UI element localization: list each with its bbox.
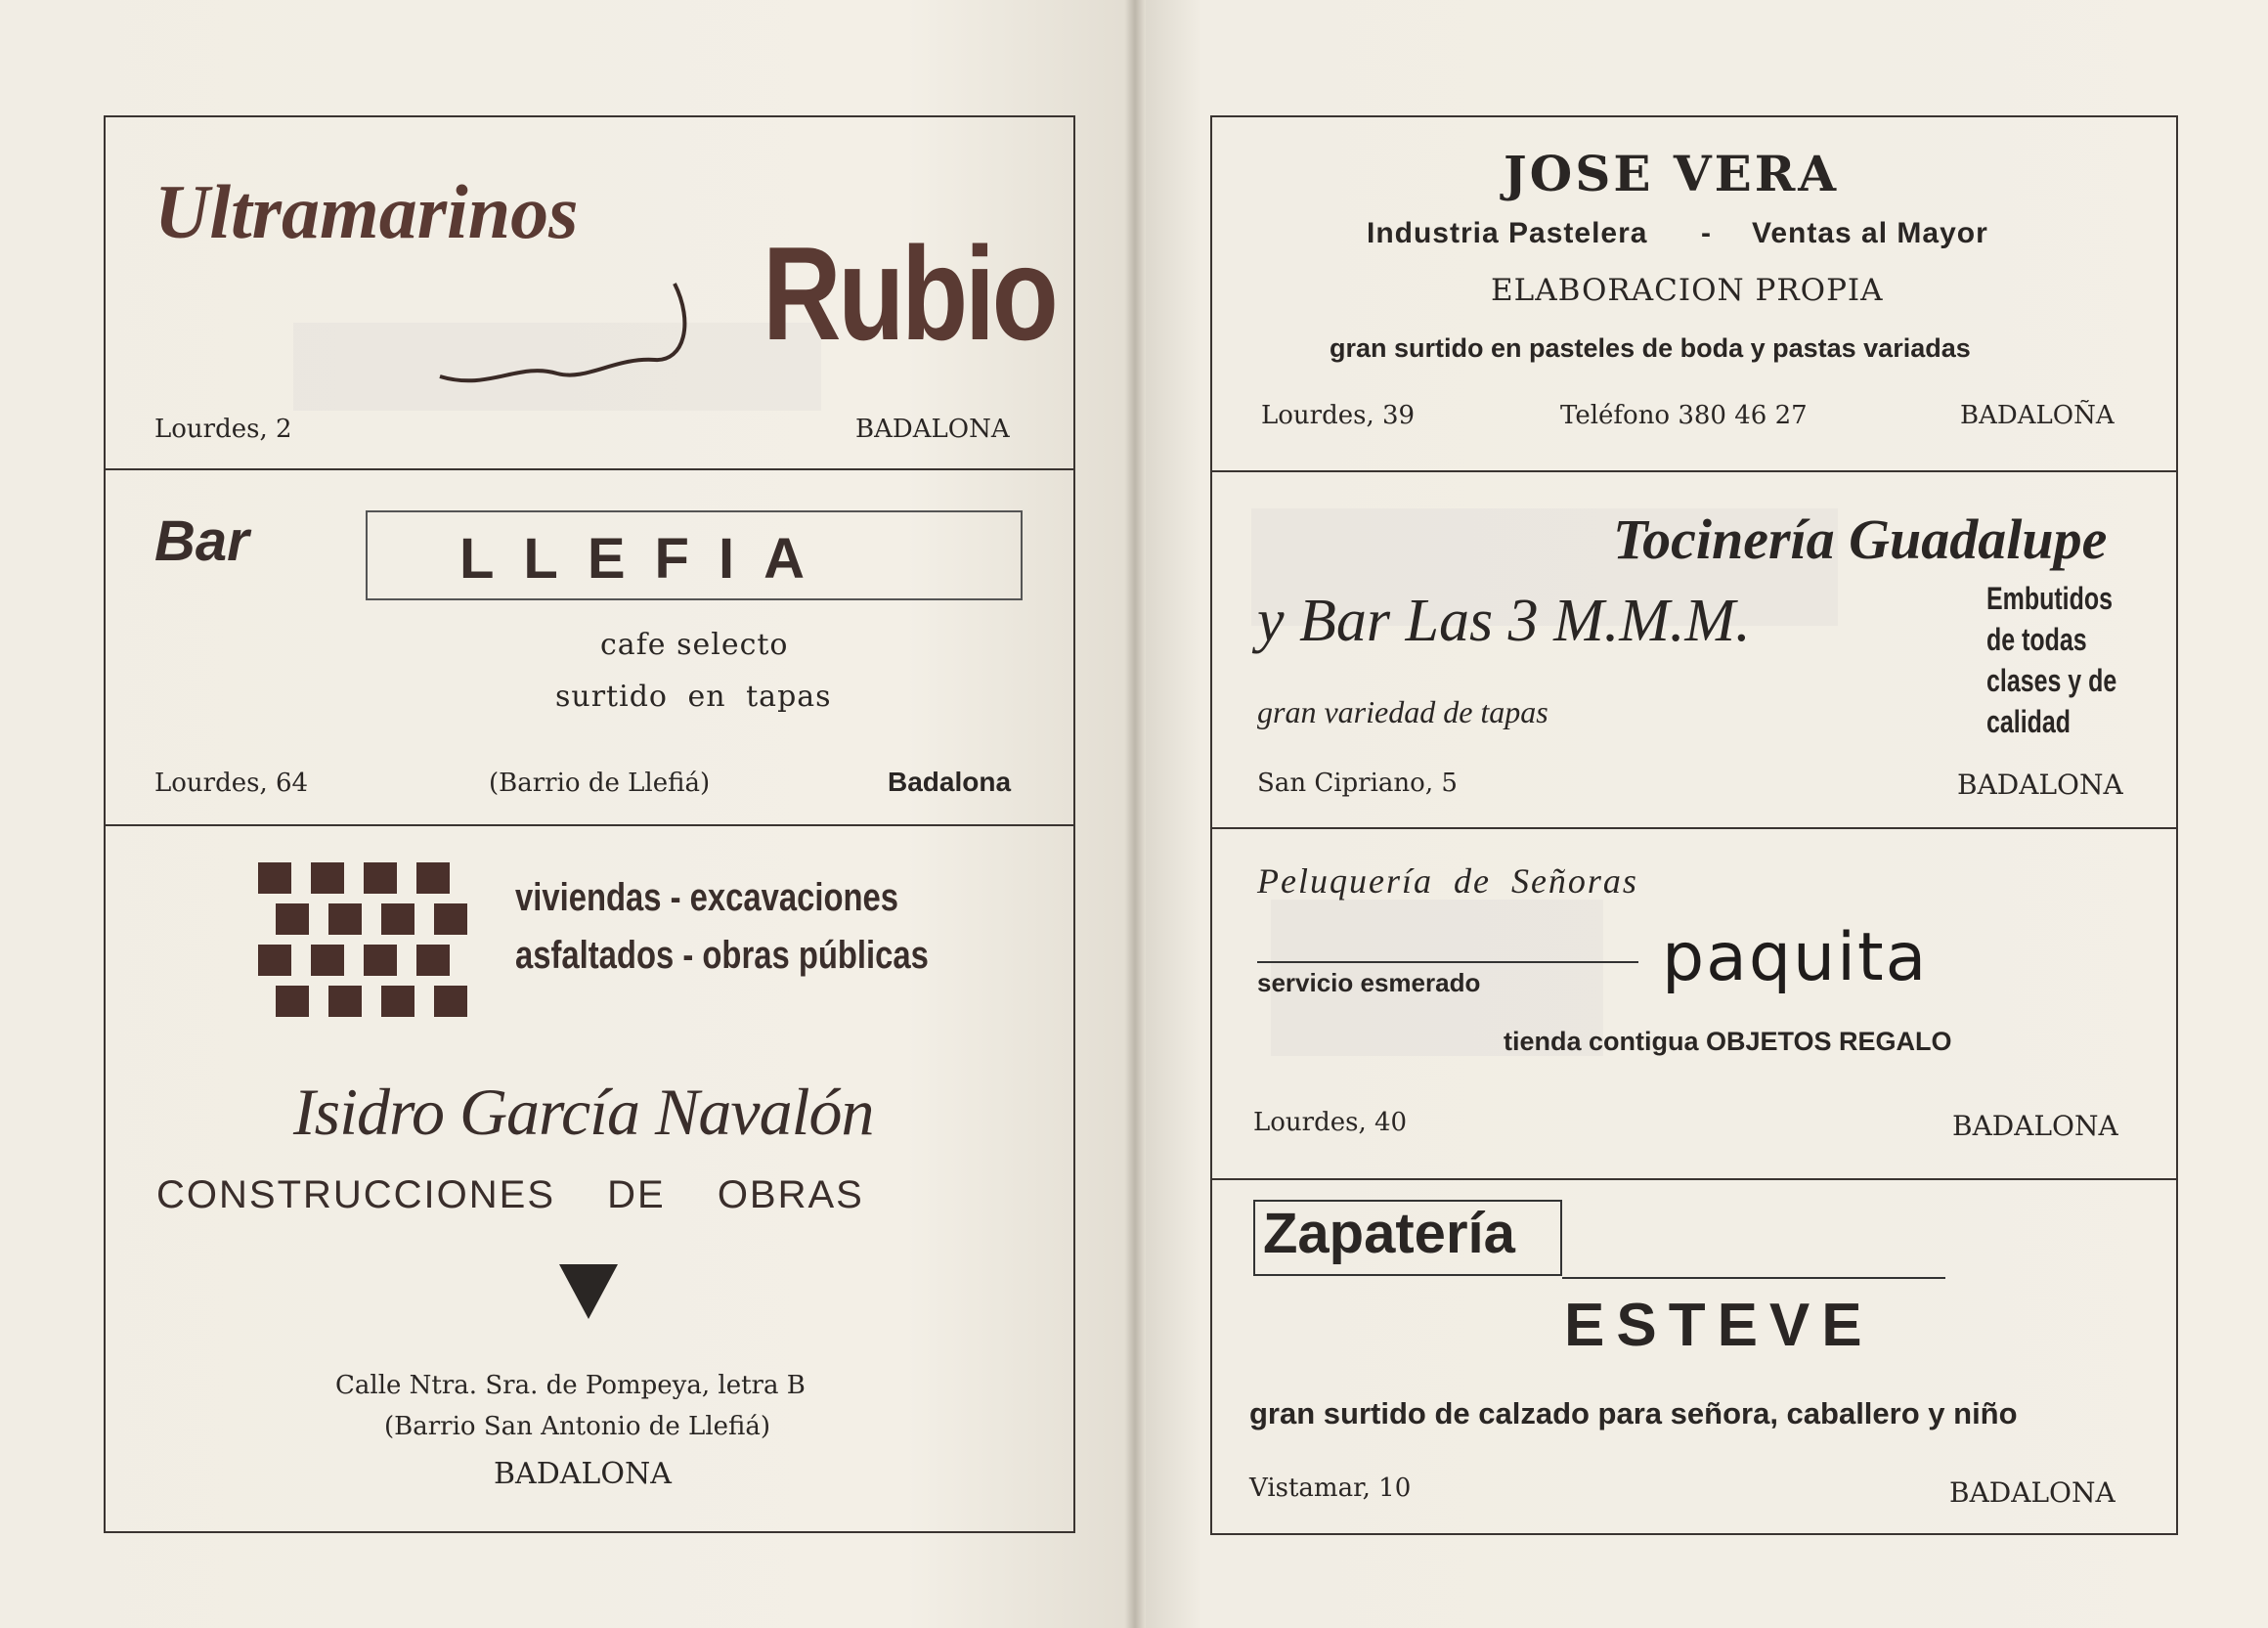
swash-ornament xyxy=(430,264,723,401)
ad-description: gran surtido de calzado para señora, caballero y niño xyxy=(1249,1396,2018,1430)
divider xyxy=(1210,470,2178,472)
ad-line2: surtido en tapas xyxy=(555,680,832,714)
ad-script-title: Ultramarinos xyxy=(154,169,579,254)
ad-address: Lourdes, 40 xyxy=(1253,1108,1408,1137)
rule-line xyxy=(1257,961,1638,963)
ad-name: Isidro García Navalón xyxy=(293,1075,874,1149)
ad-address: San Cipriano, 5 xyxy=(1257,769,1458,798)
ad-district: (Barrio de Llefiá) xyxy=(489,769,711,798)
ad-city: BADALONA xyxy=(855,415,1010,444)
ad-line: ELABORACION PROPIA xyxy=(1491,273,1884,308)
checkerboard-logo xyxy=(258,862,471,1019)
ad-side-line4: calidad xyxy=(1986,704,2072,739)
ad-name: JOSE VERA xyxy=(1504,145,1840,202)
ad-line1: cafe selecto xyxy=(600,628,789,662)
ad-address: Vistamar, 10 xyxy=(1249,1474,1412,1503)
ad-trade: CONSTRUCCIONES DE OBRAS xyxy=(156,1173,864,1216)
divider xyxy=(1210,827,2178,829)
divider xyxy=(104,468,1075,470)
divider xyxy=(104,824,1075,826)
ad-city: BADALONA xyxy=(1957,769,2123,801)
ad-subtitle-right: Ventas al Mayor xyxy=(1752,217,1988,249)
ad-label: Bar xyxy=(154,509,249,573)
triangle-down-icon xyxy=(559,1264,618,1319)
ad-description: gran surtido en pasteles de boda y pastas variadas xyxy=(1330,333,1971,363)
ad-title: Tocinería Guadalupe xyxy=(1613,507,2108,571)
ad-address1: Calle Ntra. Sra. de Pompeya, letra B xyxy=(335,1371,806,1400)
ad-side-line1: Embutidos xyxy=(1986,581,2113,616)
ad-side-line2: de todas xyxy=(1986,622,2087,657)
ad-label: Zapatería xyxy=(1263,1202,1515,1265)
ad-city: Badalona xyxy=(888,767,1012,797)
ad-service1: viviendas - excavaciones xyxy=(515,876,899,919)
ad-extra: tienda contigua OBJETOS REGALO xyxy=(1504,1027,1952,1056)
ad-service: servicio esmerado xyxy=(1257,968,1481,997)
ad-city: BADALONA xyxy=(1952,1110,2118,1142)
ad-service2: asfaltados - obras públicas xyxy=(515,934,929,977)
ad-phone: Teléfono 380 46 27 xyxy=(1560,401,1808,430)
ad-name: LLEFIA xyxy=(459,527,834,591)
divider xyxy=(1210,1178,2178,1180)
ad-subtitle-left: Industria Pastelera xyxy=(1367,217,1648,249)
ad-subtitle-dash: - xyxy=(1701,217,1711,249)
ad-side-line3: clases y de xyxy=(1986,663,2117,698)
ad-address: Lourdes, 64 xyxy=(154,769,309,798)
ad-title: Peluquería de Señoras xyxy=(1257,861,1638,901)
ad-name: ESTEVE xyxy=(1564,1292,1874,1359)
ad-tagline: gran variedad de tapas xyxy=(1257,694,1548,729)
ad-address: Lourdes, 2 xyxy=(154,415,292,444)
ad-brand: Rubio xyxy=(763,219,1056,368)
book-gutter xyxy=(1124,0,1146,1628)
ad-city: BADALONA xyxy=(1949,1476,2115,1509)
ad-address2: (Barrio San Antonio de Llefiá) xyxy=(384,1412,771,1441)
ad-bar: y Bar Las 3 M.M.M. xyxy=(1257,588,1751,654)
ad-city: BADALOÑA xyxy=(1960,401,2115,430)
ad-name: paquita xyxy=(1662,919,1929,996)
ad-city: BADALONA xyxy=(494,1457,672,1491)
rule-line xyxy=(1562,1277,1945,1279)
ad-address: Lourdes, 39 xyxy=(1261,401,1416,430)
